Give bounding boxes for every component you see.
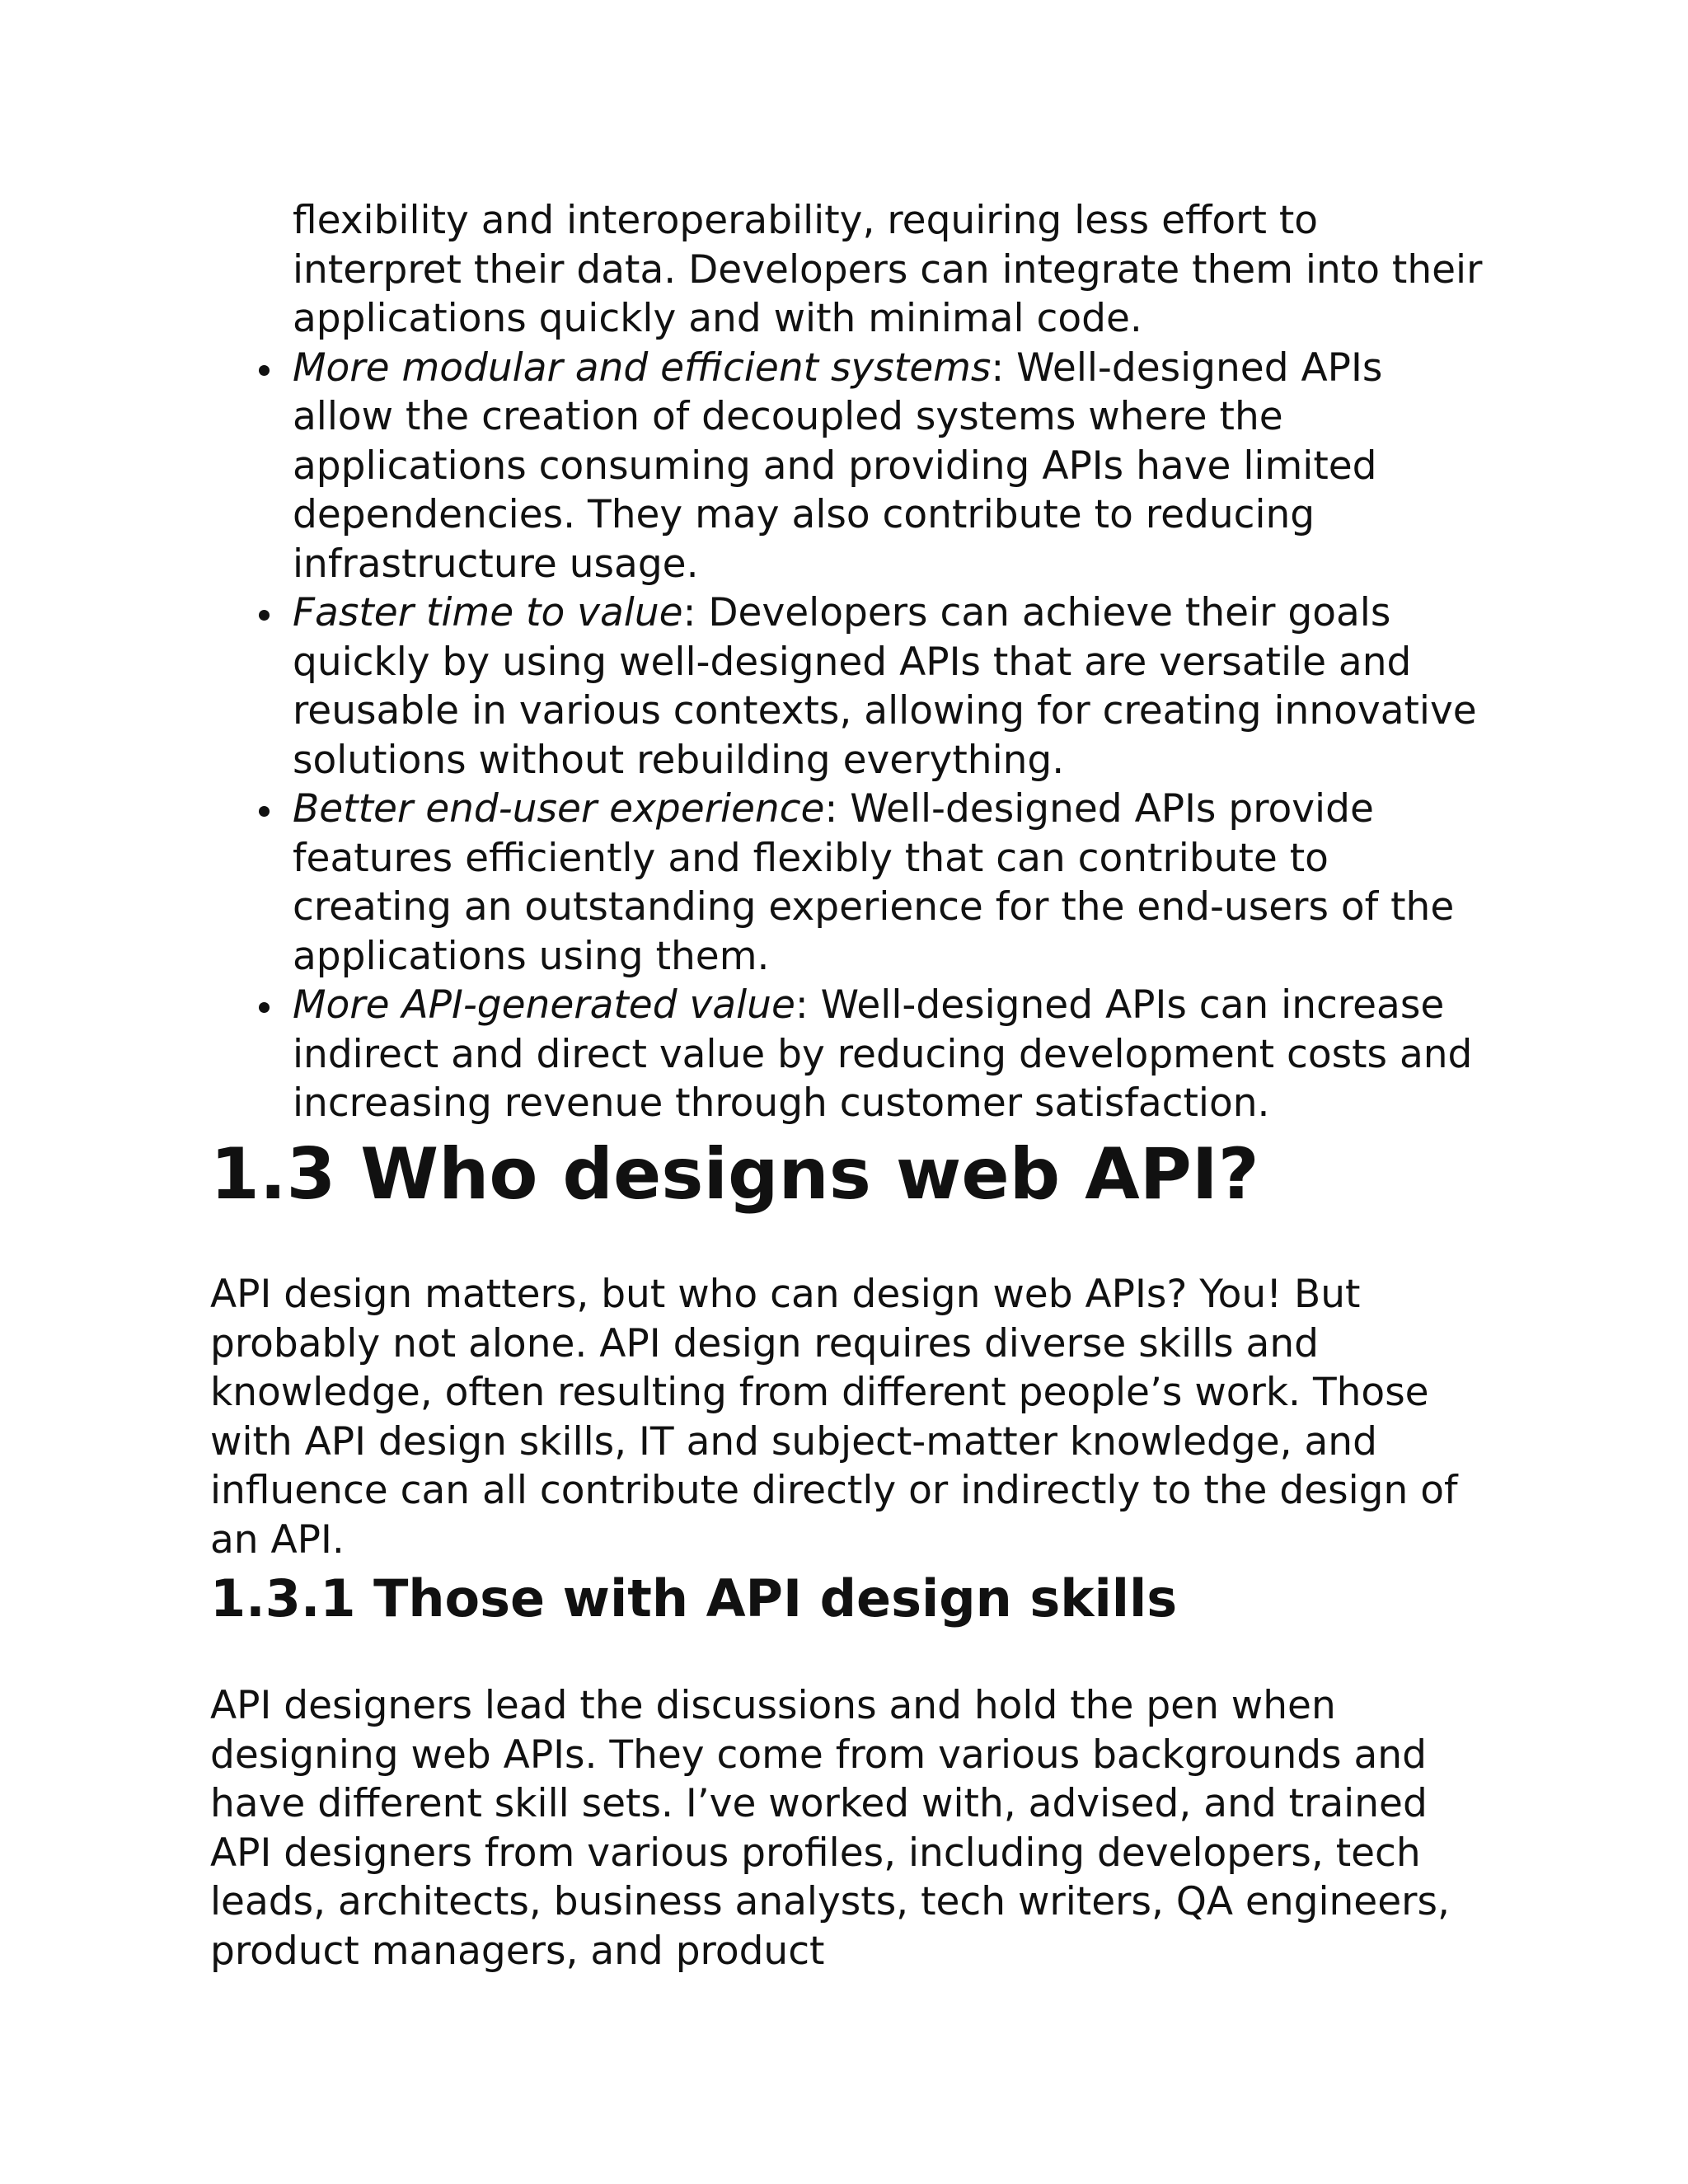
list-item-term: More API-generated value bbox=[293, 982, 795, 1028]
subsection-paragraph: API designers lead the discussions and hold the pen when designing web APIs. They come from various backgrounds and have different skill sets. I’ve worked with, advised, and trained API designers from various profiles, including developers, tech leads, architects, business analysts, tech writers, QA engineers, product managers, and product bbox=[210, 1683, 1450, 1974]
section-heading: 1.3 Who designs web API? bbox=[210, 1133, 1259, 1216]
list-item bbox=[293, 588, 1488, 785]
benefits-list bbox=[293, 196, 1488, 1128]
subsection-heading: 1.3.1 Those with API design skills bbox=[210, 1568, 1178, 1629]
list-item-continuation bbox=[293, 196, 1488, 344]
list-item-text: flexibility and interoperability, requiring less effort to interpret their data. Developers can integrate them into their applications quickly and with minimal code. bbox=[293, 198, 1483, 341]
list-item bbox=[293, 981, 1488, 1128]
list-item-text: : Well-designed APIs allow the creation of decoupled systems where the applications consuming and providing APIs have limited dependencies. They may also contribute to reducing infrastructure usage. bbox=[293, 344, 1383, 587]
list-item-term: Faster time to value bbox=[293, 590, 683, 635]
list-item-text: : Well-designed APIs can increase indirect and direct value by reducing development costs and increasing revenue through customer satisfaction. bbox=[293, 982, 1473, 1126]
list-item-term: Better end-user experience bbox=[293, 786, 825, 832]
list-item-text: : Well-designed APIs provide features efficiently and flexibly that can contribute to creating an outstanding experience for the end-users of the applications using them. bbox=[293, 786, 1455, 979]
list-item bbox=[293, 344, 1488, 589]
section-paragraph: API design matters, but who can design web APIs? You! But probably not alone. API design requires diverse skills and knowledge, often resulting from different people’s work. Those with API design skills, IT and subject-matter knowledge, and influence can all contribute directly or indirectly to the design of an API. bbox=[210, 1272, 1458, 1563]
list-item bbox=[293, 785, 1488, 981]
list-item-text: : Developers can achieve their goals quickly by using well-designed APIs that are versatile and reusable in various contexts, allowing for creating innovative solutions without rebuilding everything. bbox=[293, 590, 1477, 783]
list-item-term: More modular and efficient systems bbox=[293, 344, 992, 391]
